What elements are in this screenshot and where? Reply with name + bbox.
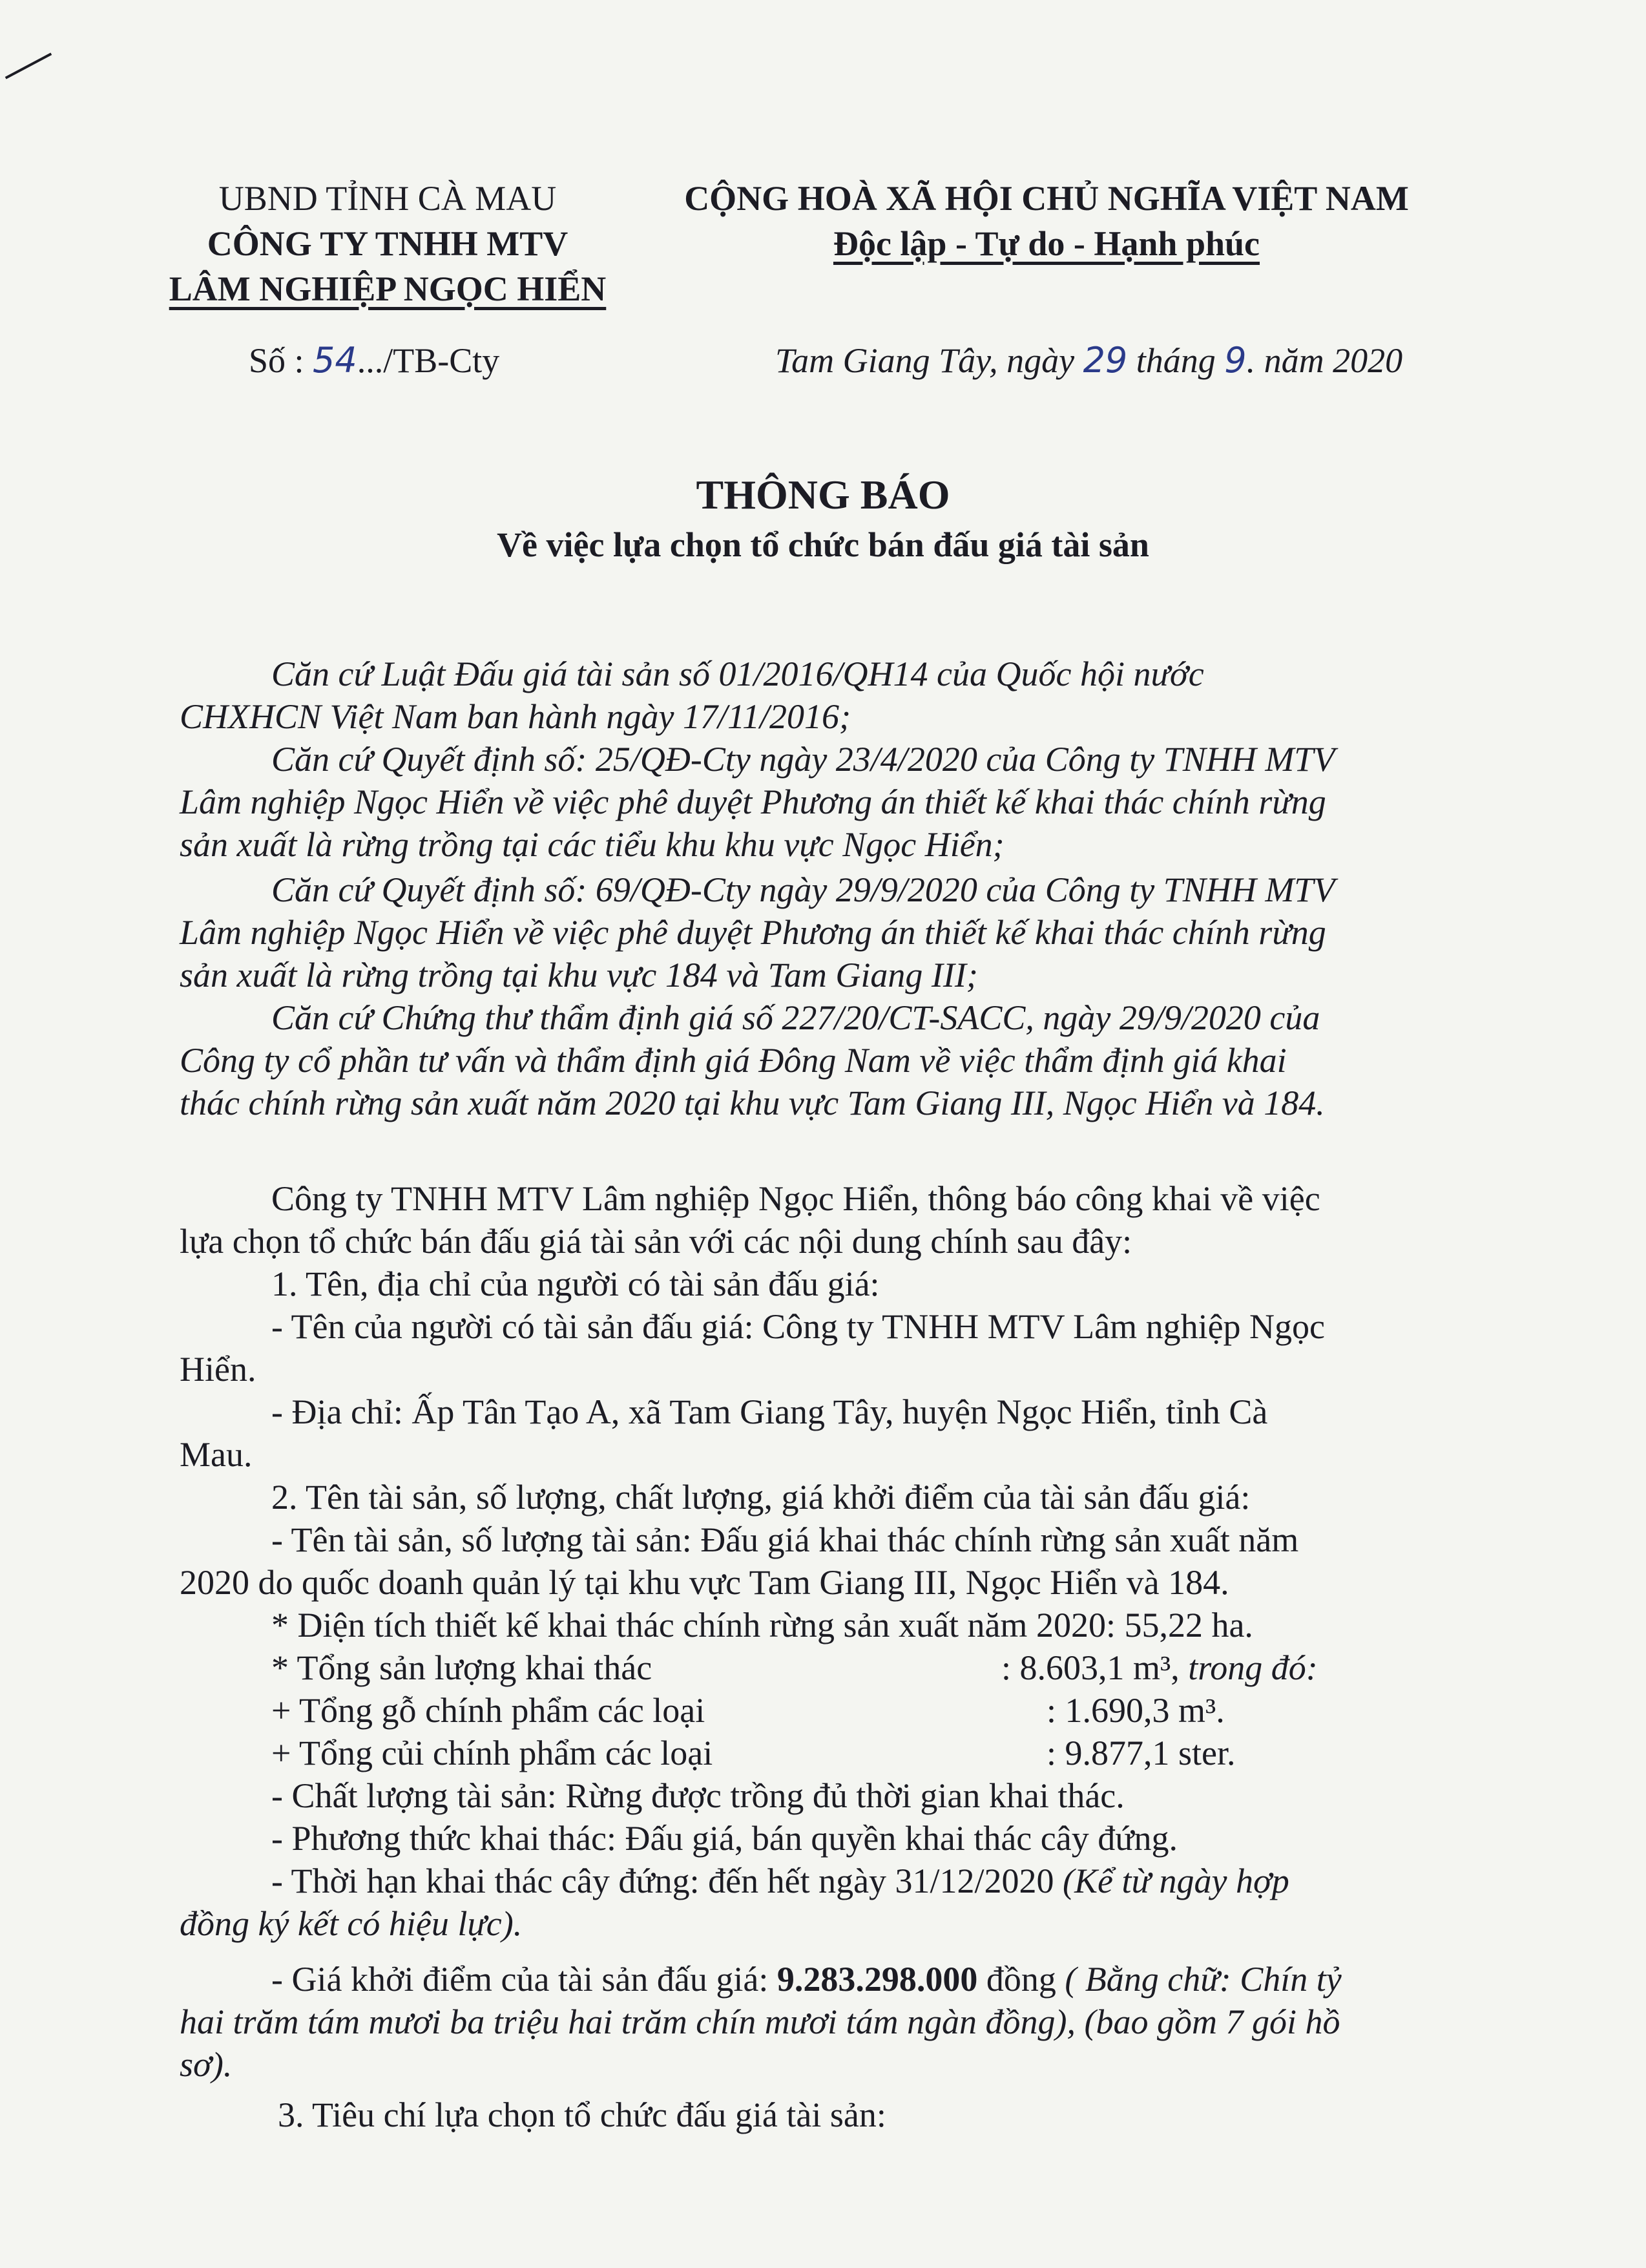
issuer-company: CÔNG TY TNHH MTV: [207, 224, 568, 263]
body-line: - Chất lượng tài sản: Rừng được trồng đủ thời gian khai thác.: [271, 1776, 1125, 1815]
body-line: - Giá khởi điểm của tài sản đấu giá: 9.283.298.000 đồng ( Bằng chữ: Chín tỷ: [271, 1960, 1342, 1999]
basis-line: Căn cứ Luật Đấu giá tài sản số 01/2016/QH14 của Quốc hội nước: [271, 655, 1204, 693]
quantity-value: : 1.690,3 m³.: [1047, 1691, 1225, 1730]
body-line: 1. Tên, địa chỉ của người có tài sản đấu giá:: [271, 1265, 880, 1303]
handwritten-day: 29: [1083, 340, 1128, 381]
basis-line: thác chính rừng sản xuất năm 2020 tại khu vực Tam Giang III, Ngọc Hiển và 184.: [180, 1084, 1325, 1122]
body-line: 2. Tên tài sản, số lượng, chất lượng, giá khởi điểm của tài sản đấu giá:: [271, 1478, 1251, 1517]
body-line: Mau.: [180, 1435, 253, 1474]
basis-line: Lâm nghiệp Ngọc Hiển về việc phê duyệt Phương án thiết kế khai thác chính rừng: [180, 913, 1326, 952]
issuer-block: [129, 176, 646, 311]
basis-line: Căn cứ Quyết định số: 69/QĐ-Cty ngày 29/9/2020 của Công ty TNHH MTV: [271, 870, 1335, 909]
issuer-authority: UBND TỈNH CÀ MAU: [218, 179, 557, 218]
body-line: hai trăm tám mươi ba triệu hai trăm chín mươi tám ngàn đồng), (bao gồm 7 gói hồ: [180, 2002, 1340, 2041]
quantity-value: : 8.603,1 m³, trong đó:: [1001, 1648, 1318, 1687]
scan-mark: [5, 52, 52, 79]
basis-line: Công ty cổ phần tư vấn và thẩm định giá Đông Nam về việc thẩm định giá khai: [180, 1041, 1287, 1080]
body-line: lựa chọn tổ chức bán đấu giá tài sản với các nội dung chính sau đây:: [180, 1222, 1132, 1261]
handwritten-number: 54: [313, 340, 357, 381]
body-line: sơ).: [180, 2045, 233, 2084]
basis-line: sản xuất là rừng trồng tại khu vực 184 và Tam Giang III;: [180, 956, 978, 994]
basis-line: Căn cứ Quyết định số: 25/QĐ-Cty ngày 23/4/2020 của Công ty TNHH MTV: [271, 740, 1335, 779]
body-line: - Địa chỉ: Ấp Tân Tạo A, xã Tam Giang Tây, huyện Ngọc Hiển, tỉnh Cà: [271, 1392, 1268, 1431]
country-name: CỘNG HOÀ XÃ HỘI CHỦ NGHĨA VIỆT NAM: [684, 179, 1409, 218]
basis-line: sản xuất là rừng trồng tại các tiểu khu khu vực Ngọc Hiển;: [180, 825, 1005, 864]
body-line: * Diện tích thiết kế khai thác chính rừng sản xuất năm 2020: 55,22 ha.: [271, 1606, 1253, 1644]
national-motto: Độc lập - Tự do - Hạnh phúc: [833, 224, 1260, 263]
body-line: đồng ký kết có hiệu lực).: [180, 1904, 523, 1943]
body-line: Công ty TNHH MTV Lâm nghiệp Ngọc Hiển, thông báo công khai về việc: [271, 1179, 1320, 1218]
body-line: 2020 do quốc doanh quản lý tại khu vực Tam Giang III, Ngọc Hiển và 184.: [180, 1563, 1229, 1602]
section-heading: 3. Tiêu chí lựa chọn tổ chức đấu giá tài sản:: [278, 2095, 886, 2134]
body-line: - Thời hạn khai thác cây đứng: đến hết ngày 31/12/2020 (Kể từ ngày hợp: [271, 1862, 1289, 1900]
body-line: - Phương thức khai thác: Đấu giá, bán quyền khai thác cây đứng.: [271, 1819, 1178, 1858]
basis-line: Lâm nghiệp Ngọc Hiển về việc phê duyệt Phương án thiết kế khai thác chính rừng: [180, 782, 1326, 821]
quantity-value: : 9.877,1 ster.: [1047, 1734, 1236, 1772]
handwritten-month: 9: [1224, 340, 1247, 381]
issuer-company-name: LÂM NGHIỆP NGỌC HIỂN: [169, 269, 607, 308]
body-line: - Tên tài sản, số lượng tài sản: Đấu giá khai thác chính rừng sản xuất năm: [271, 1520, 1299, 1559]
starting-price: 9.283.298.000: [776, 1960, 978, 1999]
place-date: Tam Giang Tây, ngày 29 tháng 9. năm 2020: [775, 340, 1403, 381]
national-motto-block: [646, 176, 1447, 266]
quantity-label: * Tổng sản lượng khai thác: [271, 1648, 652, 1687]
document-number: Số : 54.../TB-Cty: [249, 340, 500, 381]
basis-line: CHXHCN Việt Nam ban hành ngày 17/11/2016;: [180, 697, 851, 736]
quantity-label: + Tổng củi chính phẩm các loại: [271, 1734, 713, 1772]
body-line: Hiển.: [180, 1350, 256, 1389]
basis-line: Căn cứ Chứng thư thẩm định giá số 227/20/CT-SACC, ngày 29/9/2020 của: [271, 998, 1320, 1037]
document-subtitle: Về việc lựa chọn tổ chức bán đấu giá tài sản: [497, 525, 1149, 564]
quantity-label: + Tổng gỗ chính phẩm các loại: [271, 1691, 705, 1730]
body-line: - Tên của người có tài sản đấu giá: Công ty TNHH MTV Lâm nghiệp Ngọc: [271, 1307, 1326, 1346]
document-title: THÔNG BÁO: [696, 472, 950, 518]
